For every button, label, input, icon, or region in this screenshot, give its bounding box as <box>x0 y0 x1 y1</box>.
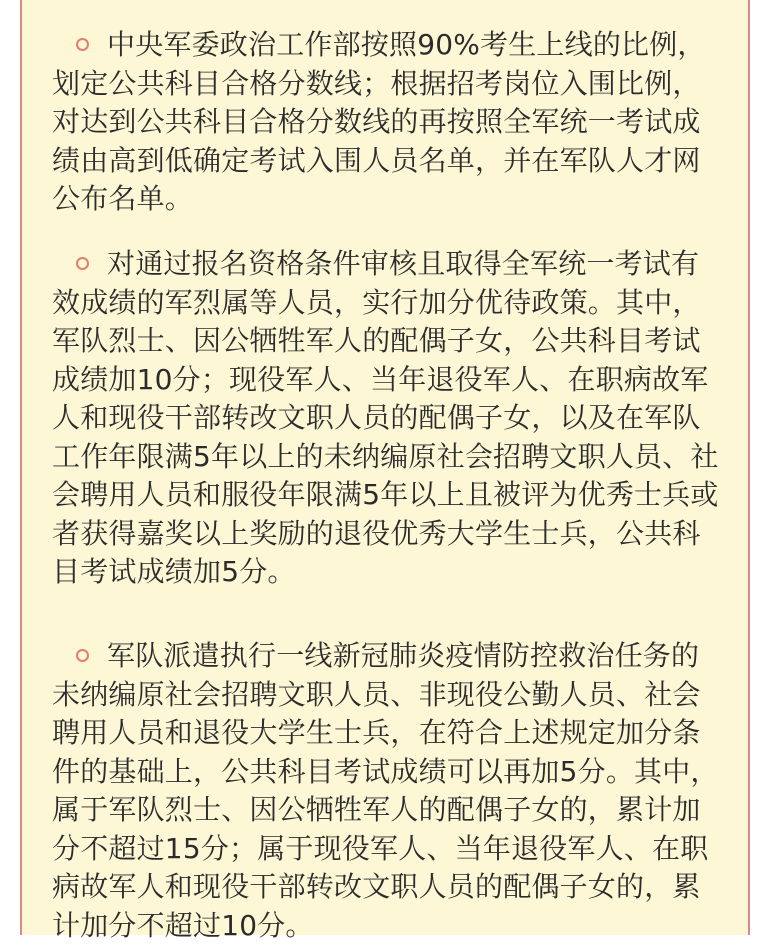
paragraph-score-line <box>52 26 724 219</box>
paragraph-text: 中央军委政治工作部按照90%考生上线的比例，划定公共科目合格分数线；根据招考岗位入围比例，对达到公共科目合格分数线的再按照全军统一考试成绩由高到低确定考试入围人员名单，并在军队人才网公布名单。 <box>52 28 706 215</box>
paragraph-text: 对通过报名资格条件审核且取得全军统一考试有效成绩的军烈属等人员，实行加分优待政策。其中，军队烈士、因公牺牲军人的配偶子女，公共科目考试成绩加10分；现役军人、当年退役军人、在职病故军人和现役干部转改文职人员的配偶子女，以及在军队工作年限满5年以上的未纳编原社会招聘文职人员、社会聘用人员和服役年限满5年以上且被评为优秀士兵或者获得嘉奖以上奖励的退役优秀大学生士兵，公共科目考试成绩加5分。 <box>52 247 719 588</box>
paragraph-text: 军队派遣执行一线新冠肺炎疫情防控救治任务的未纳编原社会招聘文职人员、非现役公勤人员、社会聘用人员和退役大学生士兵，在符合上述规定加分条件的基础上，公共科目考试成绩可以再加5分。其中，属于军队烈士、因公牺牲军人的配偶子女的，累计加分不超过15分；属于现役军人、当年退役军人、在职病故军人和现役干部转改文职人员的配偶子女的，累计加分不超过10分。 <box>52 639 719 942</box>
circle-bullet-icon <box>76 649 89 662</box>
circle-bullet-icon <box>76 257 89 270</box>
paragraph-bonus-policy <box>52 245 724 592</box>
paragraph-epidemic-bonus <box>52 637 724 945</box>
content-panel <box>20 0 750 942</box>
circle-bullet-icon <box>76 38 89 51</box>
